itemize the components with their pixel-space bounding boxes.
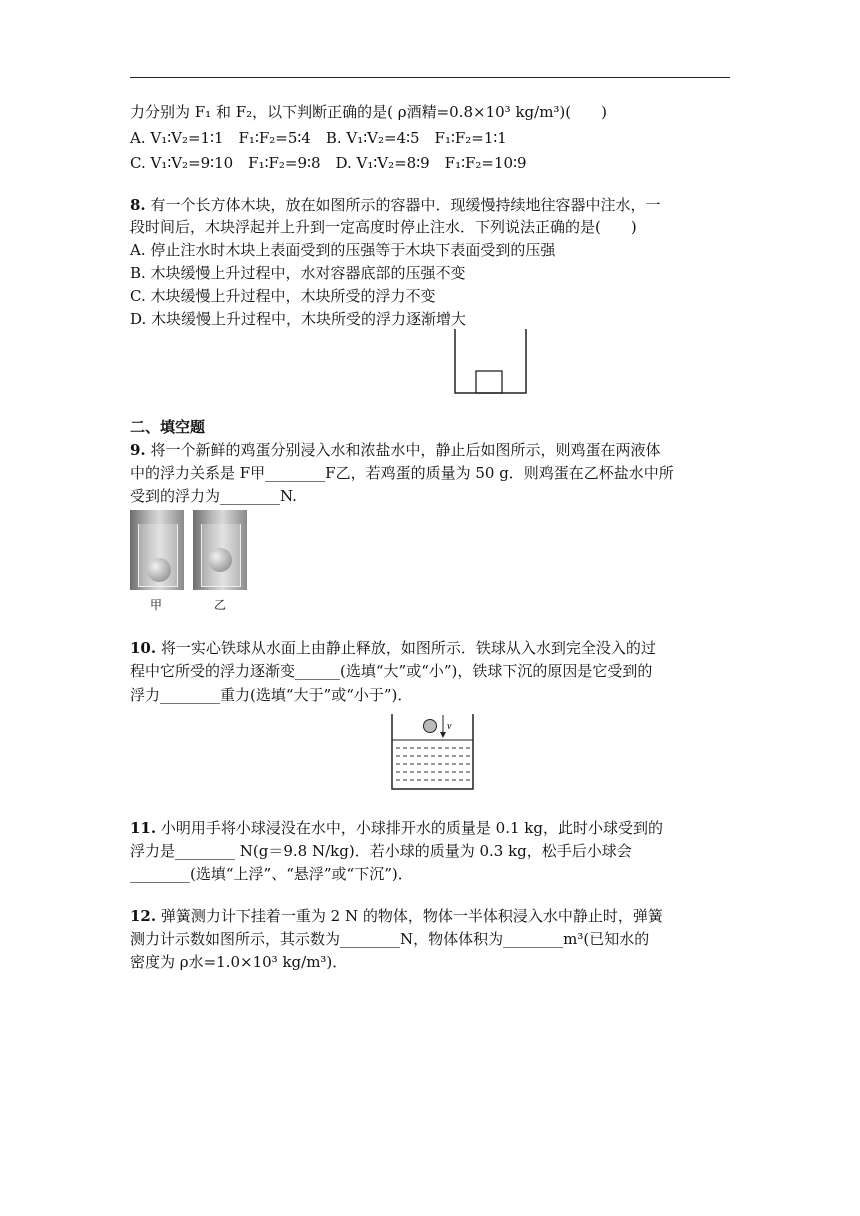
q10-number: 10. (130, 639, 157, 657)
q11-number: 11. (130, 819, 157, 837)
velocity-arrow-head (440, 732, 446, 738)
egg-glass-photo-yi (193, 510, 247, 590)
container-block-figure (452, 327, 532, 397)
q8-option-d: D. 木块缓慢上升过程中，木块所受的浮力逐渐增大 (130, 310, 467, 328)
q11-line-2: 浮力是________ N(g＝9.8 N/kg)．若小球的质量为 0.3 kg，松手后小球会 (130, 842, 632, 860)
q8-line-1 (130, 194, 660, 216)
q11-line-3: ________(选填“上浮”、“悬浮”或“下沉”)． (130, 865, 413, 883)
q8-option-a: A. 停止注水时木块上表面受到的压强等于木块下表面受到的压强 (130, 241, 556, 259)
q10-line-1 (130, 637, 656, 659)
q8-option-c: C. 木块缓慢上升过程中，木块所受的浮力不变 (130, 287, 436, 305)
header-rule (130, 77, 730, 78)
q12-text-1: 弹簧测力计下挂着一重为 2 N 的物体，物体一半体积浸入水中静止时，弹簧 (156, 907, 663, 925)
q8-number: 8. (130, 196, 146, 214)
egg-glass-photo-jia (130, 510, 184, 590)
q9-line-1 (130, 439, 660, 461)
q9-number: 9. (130, 441, 146, 459)
egg-jia (147, 558, 171, 582)
q10-line-3: 浮力________重力(选填“大于”或“小于”)． (130, 686, 413, 704)
q12-number: 12. (130, 907, 157, 925)
q12-line-2: 测力计示数如图所示，其示数为________N，物体体积为________m³(已知水的 (130, 930, 650, 948)
caption-yi: 乙 (214, 598, 227, 612)
q8-line-2: 段时间后，木块浮起并上升到一定高度时停止注水．下列说法正确的是( ) (130, 218, 637, 236)
q9-text-1: 将一个新鲜的鸡蛋分别浸入水和浓盐水中，静止后如图所示，则鸡蛋在两液体 (145, 441, 661, 459)
q8-option-b: B. 木块缓慢上升过程中，水对容器底部的压强不变 (130, 264, 466, 282)
q7-options-ab: A. V₁∶V₂=1∶1 F₁∶F₂=5∶4 B. V₁∶V₂=4∶5 F₁∶F₂=1∶1 (130, 129, 507, 147)
q12-line-1 (130, 905, 663, 927)
q9-line-3: 受到的浮力为________N. (130, 487, 297, 505)
velocity-label: v (447, 721, 452, 732)
q11-text-1: 小明用手将小球浸没在水中，小球排开水的质量是 0.1 kg，此时小球受到的 (156, 819, 663, 837)
q11-line-1 (130, 817, 663, 839)
q12-line-3: 密度为 ρ水=1.0×10³ kg/m³)． (130, 953, 348, 971)
water-hatching (396, 748, 470, 780)
q9-line-2: 中的浮力关系是 F甲________F乙，若鸡蛋的质量为 50 g．则鸡蛋在乙杯盐水中所 (130, 464, 674, 482)
q8-text-1: 有一个长方体木块，放在如图所示的容器中．现缓慢持续地往容器中注水，一 (145, 196, 661, 214)
q7-options-cd: C. V₁∶V₂=9∶10 F₁∶F₂=9∶8 D. V₁∶V₂=8∶9 F₁∶F₂=10∶9 (130, 154, 527, 172)
iron-ball (424, 720, 437, 733)
wood-block (476, 371, 502, 393)
caption-jia: 甲 (150, 598, 163, 612)
section-heading-fill-in: 二、填空题 (130, 418, 206, 436)
q10-text-1: 将一实心铁球从水面上由静止释放，如图所示．铁球从入水到完全没入的过 (156, 639, 656, 657)
q10-line-2: 程中它所受的浮力逐渐变______(选填“大”或“小”)，铁球下沉的原因是它受到的 (130, 662, 653, 680)
q7-intro: 力分别为 F₁ 和 F₂，以下判断正确的是( ρ酒精=0.8×10³ kg/m³)( ) (130, 103, 607, 121)
egg-yi (208, 548, 232, 572)
iron-ball-water-figure (390, 712, 476, 792)
container-outline (455, 329, 526, 393)
